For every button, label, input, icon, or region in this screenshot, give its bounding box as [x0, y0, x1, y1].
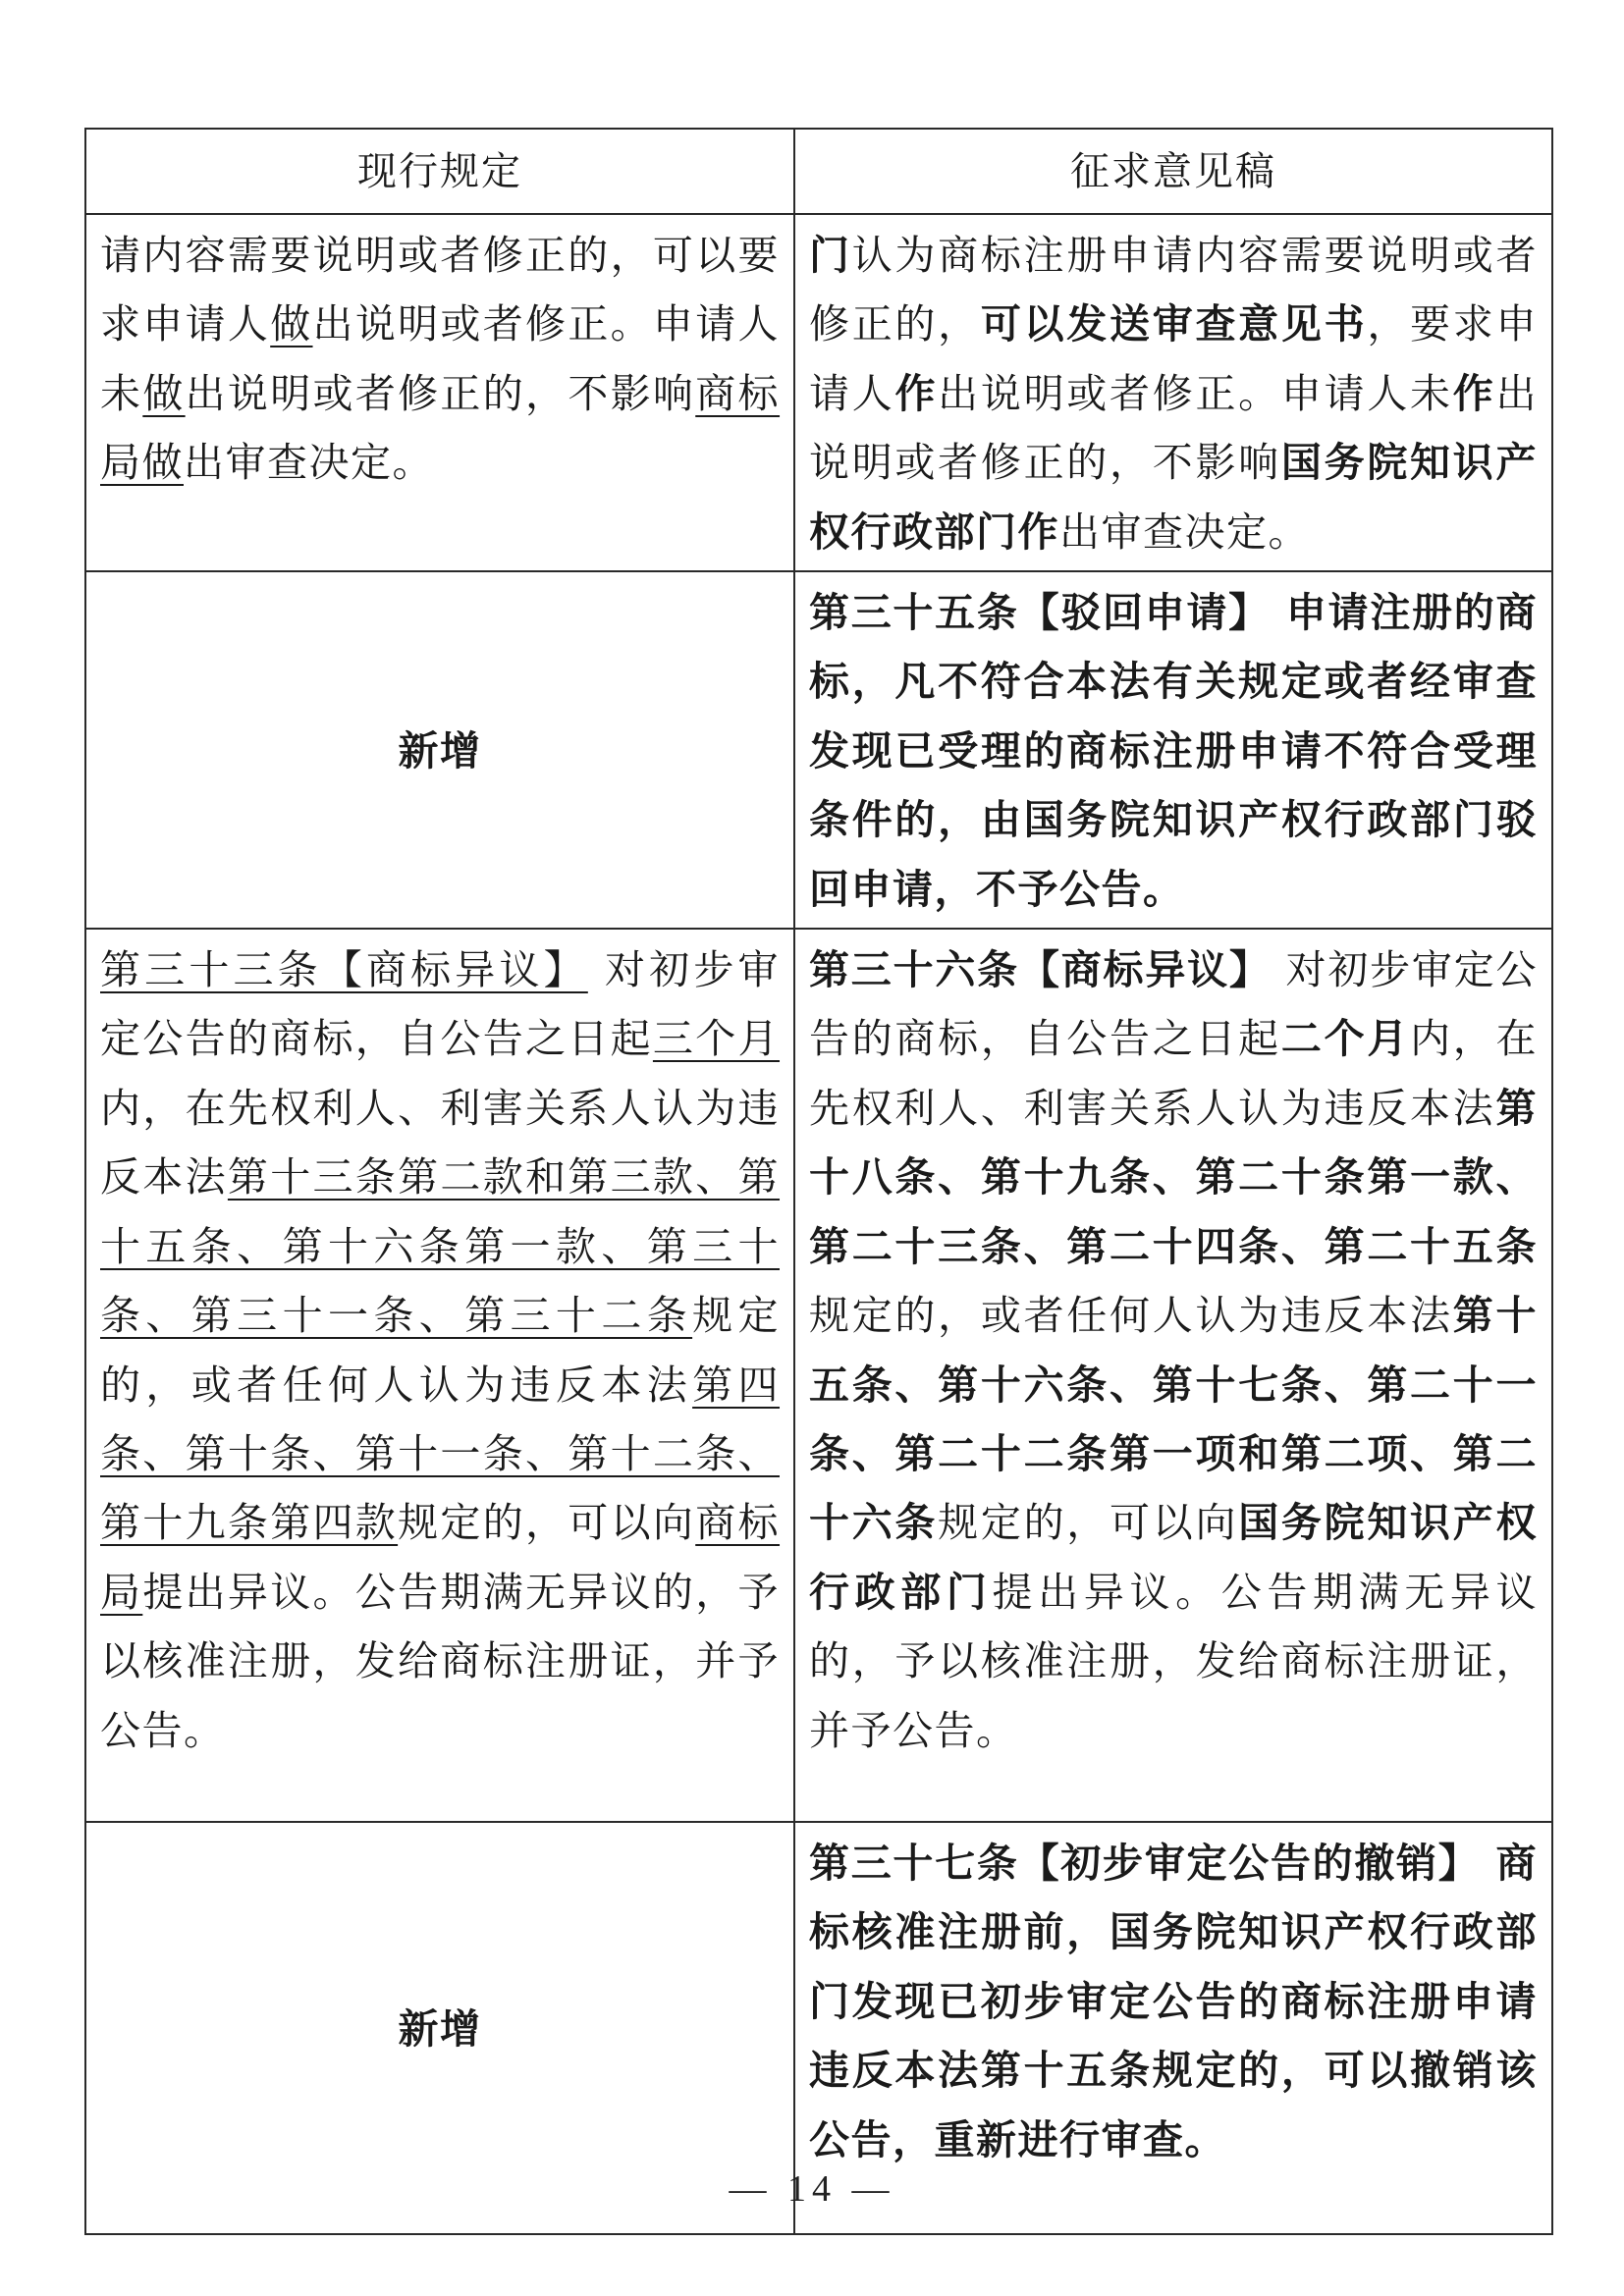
table-row — [85, 571, 1552, 929]
table-row — [85, 929, 1552, 1822]
new-addition-label: 新增 — [85, 571, 794, 929]
current-rule-text: 请内容需要说明或者修正的，可以要求申请人做出说明或者修正。申请人未做出说明或者修正的，不影响商标局做出审查决定。 — [85, 214, 794, 571]
current-article-33: 第三十三条【商标异议】 对初步审定公告的商标，自公告之日起三个月内，在先权利人、利害关系人认为违反本法第十三条第二款和第三款、第十五条、第十六条第一款、第三十条、第三十一条、第三十二条规定的，或者任何人认为违反本法第四条、第十条、第十一条、第十二条、第十九条第四款规定的，可以向商标局提出异议。公告期满无异议的，予以核准注册，发给商标注册证，并予公告。 — [85, 929, 794, 1822]
header-current-rules: 现行规定 — [85, 129, 794, 214]
draft-rule-text: 门认为商标注册申请内容需要说明或者修正的，可以发送审查意见书，要求申请人作出说明或者修正。申请人未作出说明或者修正的，不影响国务院知识产权行政部门作出审查决定。 — [794, 214, 1552, 571]
new-addition-label: 新增 — [85, 1822, 794, 2234]
comparison-table — [84, 128, 1553, 2235]
draft-article-36: 第三十六条【商标异议】 对初步审定公告的商标，自公告之日起二个月内，在先权利人、利害关系人认为违反本法第十八条、第十九条、第二十条第一款、第二十三条、第二十四条、第二十五条规定的，或者任何人认为违反本法第十五条、第十六条、第十七条、第二十一条、第二十二条第一项和第二项、第二十六条规定的，可以向国务院知识产权行政部门提出异议。公告期满无异议的，予以核准注册，发给商标注册证，并予公告。 — [794, 929, 1552, 1822]
page-number: — 14 — — [729, 2168, 895, 2210]
draft-article-35: 第三十五条【驳回申请】 申请注册的商标，凡不符合本法有关规定或者经审查发现已受理的商标注册申请不符合受理条件的，由国务院知识产权行政部门驳回申请，不予公告。 — [794, 571, 1552, 929]
header-draft: 征求意见稿 — [794, 129, 1552, 214]
draft-article-37: 第三十七条【初步审定公告的撤销】 商标核准注册前，国务院知识产权行政部门发现已初步审定公告的商标注册申请违反本法第十五条规定的，可以撤销该公告，重新进行审查。 — [794, 1822, 1552, 2234]
table-header-row — [85, 129, 1552, 214]
table-row — [85, 214, 1552, 571]
